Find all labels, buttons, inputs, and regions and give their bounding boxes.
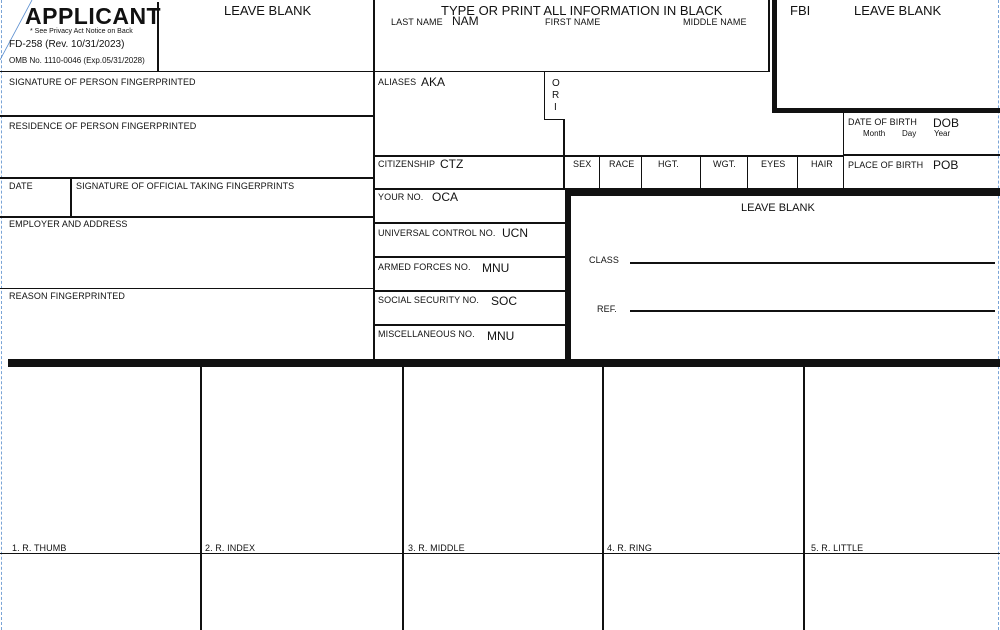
ori-letter-o: O [552, 78, 560, 89]
fbi-label: FBI [790, 3, 811, 18]
rule [563, 156, 565, 190]
fbi-box-left [772, 0, 777, 113]
rule [375, 256, 565, 258]
aliases-value: AKA [421, 75, 446, 89]
form-title: APPLICANT [25, 3, 162, 29]
hair-label: HAIR [811, 159, 833, 169]
finger-label-r-middle: 3. R. MIDDLE [408, 543, 465, 553]
leave-blank-header-right: LEAVE BLANK [854, 3, 942, 18]
rule [747, 156, 748, 189]
citizenship-label: CITIZENSHIP [378, 159, 436, 169]
ucn-value: UCN [502, 226, 528, 240]
misc-value: MNU [487, 329, 515, 343]
your-no-value: OCA [432, 190, 459, 204]
employer-label: EMPLOYER AND ADDRESS [9, 219, 128, 229]
dob-day-label: Day [902, 129, 917, 138]
race-label: RACE [609, 159, 635, 169]
height-label: HGT. [658, 159, 679, 169]
rule [843, 113, 844, 188]
rule [373, 0, 375, 360]
privacy-note: * See Privacy Act Notice on Back [30, 28, 133, 35]
rule [843, 154, 1000, 156]
rule [0, 553, 1000, 554]
residence-field[interactable] [2, 132, 372, 176]
reason-label: REASON FINGERPRINTED [9, 291, 126, 301]
finger-label-r-thumb: 1. R. THUMB [12, 543, 67, 553]
misc-label: MISCELLANEOUS NO. [378, 329, 475, 339]
date-label: DATE [9, 181, 33, 191]
reason-field[interactable] [2, 302, 372, 358]
rule [768, 0, 770, 72]
armed-forces-value: MNU [482, 261, 510, 275]
ref-label: REF. [597, 304, 617, 314]
official-signature-field[interactable] [73, 192, 371, 215]
fingerprint-box-r-index[interactable] [203, 368, 401, 552]
rule [375, 324, 565, 326]
leave-blank-header-left: LEAVE BLANK [224, 3, 312, 18]
finger-label-r-ring: 4. R. RING [607, 543, 653, 553]
dob-year-label: Year [934, 129, 951, 138]
ucn-label: UNIVERSAL CONTROL NO. [378, 228, 496, 238]
rule [0, 71, 375, 72]
date-field[interactable] [2, 192, 68, 215]
citizenship-value: CTZ [440, 157, 464, 171]
signature-label: SIGNATURE OF PERSON FINGERPRINTED [9, 77, 196, 87]
eyes-label: EYES [761, 159, 786, 169]
leave-blank-box-top [565, 188, 1000, 196]
fingerprint-box-r-middle[interactable] [405, 368, 601, 552]
ssn-label: SOCIAL SECURITY NO. [378, 295, 479, 305]
last-name-label: LAST NAME [391, 17, 443, 27]
weight-label: WGT. [713, 159, 736, 169]
rule [70, 178, 72, 218]
rule [544, 72, 545, 120]
fingerprint-box-r-ring[interactable] [605, 368, 802, 552]
rule [375, 188, 565, 190]
class-line [630, 262, 995, 264]
fbi-box-bottom [772, 108, 1000, 113]
rule [803, 367, 805, 630]
margin-line-right [998, 0, 999, 630]
finger-label-r-index: 2. R. INDEX [205, 543, 256, 553]
fingerprint-divider [8, 359, 1000, 367]
pob-label: PLACE OF BIRTH [848, 160, 924, 170]
official-signature-label: SIGNATURE OF OFFICIAL TAKING FINGERPRINTS [76, 181, 295, 191]
rule [0, 115, 375, 117]
first-name-label: FIRST NAME [545, 17, 601, 27]
ori-letter-r: R [552, 90, 560, 101]
dob-month-label: Month [863, 129, 886, 138]
rule [602, 367, 604, 630]
name-value: NAM [452, 14, 479, 28]
middle-name-label: MIDDLE NAME [683, 17, 747, 27]
armed-forces-label: ARMED FORCES NO. [378, 262, 471, 272]
omb-number: OMB No. 1110-0046 (Exp.05/31/2028) [9, 56, 145, 65]
rule [375, 71, 768, 72]
aliases-field[interactable] [376, 90, 542, 154]
your-no-label: YOUR NO. [378, 192, 424, 202]
finger-label-r-little: 5. R. LITTLE [811, 543, 864, 553]
employer-field[interactable] [2, 230, 372, 286]
leave-blank-box-title: LEAVE BLANK [741, 202, 815, 214]
rule [375, 290, 565, 292]
rule [0, 288, 375, 289]
rule [700, 156, 701, 189]
leave-blank-box-left [565, 196, 571, 361]
ref-line [630, 310, 995, 312]
rule [797, 156, 798, 189]
rule [563, 119, 565, 156]
rule [641, 156, 642, 189]
ori-letter-i: I [554, 102, 557, 113]
signature-field[interactable] [2, 88, 372, 114]
fingerprint-box-r-little[interactable] [806, 368, 996, 552]
name-field[interactable] [376, 30, 766, 70]
residence-label: RESIDENCE OF PERSON FINGERPRINTED [9, 121, 197, 131]
sex-label: SEX [573, 159, 592, 169]
form-number: FD-258 (Rev. 10/31/2023) [9, 39, 125, 50]
rule [402, 367, 404, 630]
aliases-label: ALIASES [378, 77, 417, 87]
instruction-header: TYPE OR PRINT ALL INFORMATION IN BLACK [441, 3, 723, 18]
ssn-value: SOC [491, 294, 518, 308]
rule [599, 156, 600, 189]
fingerprint-box-r-thumb[interactable] [2, 368, 199, 552]
rule [544, 119, 564, 120]
rule [0, 216, 375, 218]
pob-value: POB [933, 158, 959, 172]
rule [0, 177, 375, 179]
rule [200, 367, 202, 630]
dob-value: DOB [933, 116, 960, 130]
class-label: CLASS [589, 255, 620, 265]
rule [375, 222, 565, 224]
dob-label: DATE OF BIRTH [848, 117, 917, 127]
